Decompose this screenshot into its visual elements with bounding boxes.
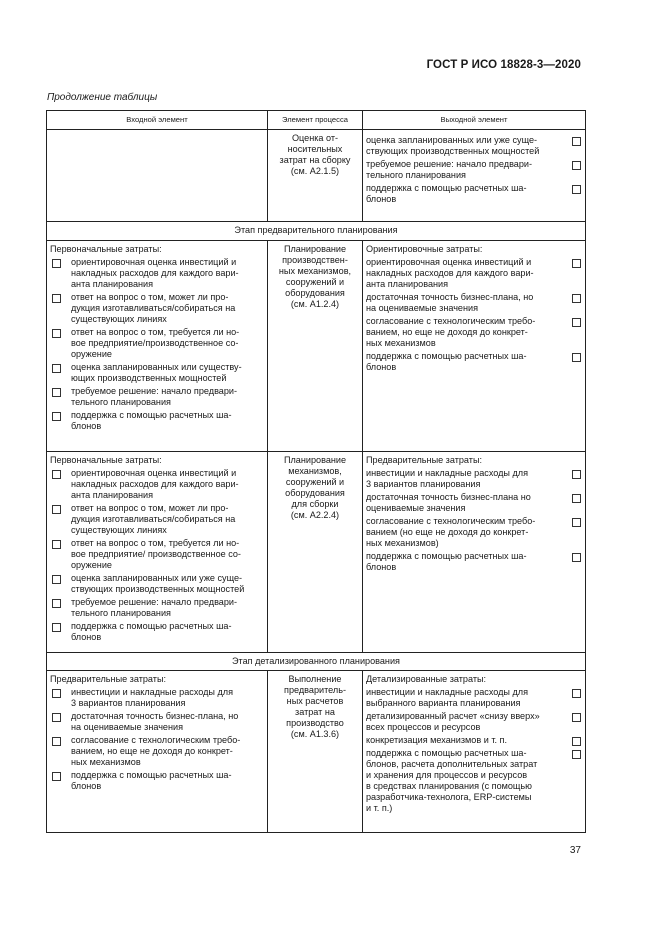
output-label: Ориентировочные затраты: [366,243,483,254]
table-row [47,240,586,451]
output-item-text: инвестиции и накладные расходы для 3 вариантов планирования [366,467,529,489]
input-cell [47,240,268,451]
list-item [366,551,582,573]
checkbox-icon[interactable] [52,412,61,421]
list-item [50,327,264,360]
list-item [50,410,264,432]
checkbox-icon[interactable] [52,364,61,373]
checkbox-icon[interactable] [52,540,61,549]
checkbox-icon[interactable] [572,494,581,503]
output-item-text: согласование с технологическим требо- ванием, но еще не доходя до конкрет- ных механизмов [366,315,536,348]
checkbox-icon[interactable] [572,737,581,746]
output-item-text: достаточная точность бизнес-плана но оцениваемые значения [366,491,531,513]
output-item-text: требуемое решение: начало предвари- тельного планирования [366,158,533,180]
output-item-text: инвестиции и накладные расходы для выбранного варианта планирования [366,687,529,709]
input-item-text: ответ на вопрос о том, требуется ли но- вое предприятие/производственное со- оружение [71,326,240,359]
output-label: Предварительные затраты: [366,454,483,465]
table-row [47,451,586,652]
list-item [366,748,582,814]
input-label: Первоначальные затраты: [50,243,162,254]
list-item [50,292,264,325]
input-item-text: ориентировочная оценка инвестиций и накладных расходов для каждого вари- анта планирования [71,256,239,289]
checkbox-icon[interactable] [572,750,581,759]
input-item-text: ответ на вопрос о том, может ли про- дукция изготавливаться/собираться на существующих линиях [71,291,236,324]
input-item-text: поддержка с помощью расчетных ша- блонов [71,409,232,431]
list-item [366,492,582,514]
checkbox-icon[interactable] [572,318,581,327]
page-number: 37 [569,845,581,856]
list-item [50,735,264,768]
list-item [50,538,264,571]
input-item-text: поддержка с помощью расчетных ша- блонов [71,620,232,642]
checkbox-icon[interactable] [52,470,61,479]
list-item [366,292,582,314]
checkbox-icon[interactable] [52,294,61,303]
column-header-output: Выходной элемент [363,111,586,130]
checkbox-icon[interactable] [572,161,581,170]
input-item-text: требуемое решение: начало предвари- тельного планирования [71,596,238,618]
process-cell [268,451,363,652]
list-item [366,735,582,746]
list-item [50,257,264,290]
stage-detailed-planning: Этап детализированного планирования [47,652,586,671]
list-item [50,770,264,792]
input-cell [47,129,268,221]
output-item-text: поддержка с помощью расчетных ша- блонов [366,182,527,204]
list-item [50,468,264,501]
input-item-text: поддержка с помощью расчетных ша- блонов [71,770,232,792]
checkbox-icon[interactable] [572,353,581,362]
checkbox-icon[interactable] [572,713,581,722]
input-item-text: инвестиции и накладные расходы для 3 вариантов планирования [71,687,234,709]
checkbox-icon[interactable] [572,137,581,146]
stage-preliminary-planning: Этап предварительного планирования [47,221,586,240]
list-item [50,597,264,619]
output-label: Детализированные затраты: [366,674,487,685]
list-item [366,316,582,349]
process-text: Выполнение предваритель- ных расчетов затрат на производство (см. A1.3.6) [284,674,346,740]
output-item-text: поддержка с помощью расчетных ша- блонов [366,350,527,372]
list-item [50,573,264,595]
output-cell [363,240,586,451]
list-item [50,386,264,408]
list-item [50,621,264,643]
output-item-text: поддержка с помощью расчетных ша- блонов [366,550,527,572]
output-item-text: достаточная точность бизнес-плана, но на оцениваемые значения [366,291,534,313]
checkbox-icon[interactable] [52,737,61,746]
list-item [50,362,264,384]
list-item [366,159,582,181]
process-text: Оценка от- носительных затрат на сборку (см. A2.1.5) [279,132,351,176]
standard-header: ГОСТ Р ИСО 18828-3—2020 [426,59,581,71]
list-item [366,516,582,549]
input-item-text: ответ на вопрос о том, требуется ли но- вое предприятие/ производственное со- оружение [71,537,241,570]
table-row [47,129,586,221]
output-item-text: поддержка с помощью расчетных ша- блонов, расчета дополнительных затрат и хранения для процессов и ресурсов в средствах планирования (с помощью разработчика-технолога, ERP-системы и т. п.) [366,748,538,814]
checkbox-icon[interactable] [572,259,581,268]
process-text: Планирование производствен- ных механизмов, сооружений и оборудования (см. A1.2.4) [278,243,352,309]
process-text: Планирование механизмов, сооружений и оборудования для сборки (см. A2.2.4) [283,454,347,520]
input-item-text: требуемое решение: начало предвари- тельного планирования [71,385,238,407]
list-item [366,351,582,373]
checkbox-icon[interactable] [572,553,581,562]
checkbox-icon[interactable] [572,294,581,303]
process-cell [268,129,363,221]
input-cell [47,671,268,833]
input-item-text: достаточная точность бизнес-плана, но на оцениваемые значения [71,711,239,733]
output-cell [363,129,586,221]
list-item [366,687,582,709]
output-item-text: детализированный расчет «снизу вверх» всех процессов и ресурсов [366,711,540,733]
checkbox-icon[interactable] [52,259,61,268]
list-item [366,135,582,157]
output-item-text: ориентировочная оценка инвестиций и накладных расходов для каждого вари- анта планирования [366,256,534,289]
input-label: Предварительные затраты: [50,674,167,685]
column-header-input: Входной элемент [47,111,268,130]
input-cell [47,451,268,652]
output-item-text: оценка запланированных или уже суще- ствующих производственных мощностей [366,134,540,156]
table-header-row [47,111,586,130]
checkbox-icon[interactable] [52,599,61,608]
output-item-text: конкретизация механизмов и т. п. [366,735,507,746]
checkbox-icon[interactable] [572,185,581,194]
checkbox-icon[interactable] [52,329,61,338]
process-cell [268,671,363,833]
output-cell [363,451,586,652]
list-item [366,257,582,290]
checkbox-icon[interactable] [572,470,581,479]
table-continuation-caption: Продолжение таблицы [47,92,158,103]
list-item [366,183,582,205]
list-item [366,711,582,733]
checkbox-icon[interactable] [52,772,61,781]
list-item [50,687,264,709]
list-item [50,711,264,733]
input-item-text: ответ на вопрос о том, может ли про- дукция изготавливаться/собираться на существующих линиях [71,502,236,535]
checkbox-icon[interactable] [52,713,61,722]
output-item-text: согласование с технологическим требо- ванием (но еще не доходя до конкрет- ных механизмов) [366,515,536,548]
checkbox-icon[interactable] [52,575,61,584]
stage-row [47,221,586,240]
list-item [50,503,264,536]
list-item [366,468,582,490]
output-cell [363,671,586,833]
checkbox-icon[interactable] [572,689,581,698]
input-item-text: ориентировочная оценка инвестиций и накладных расходов для каждого вари- анта планирования [71,467,239,500]
checkbox-icon[interactable] [572,518,581,527]
checkbox-icon[interactable] [52,505,61,514]
input-label: Первоначальные затраты: [50,454,162,465]
checkbox-icon[interactable] [52,623,61,632]
checkbox-icon[interactable] [52,689,61,698]
input-item-text: оценка запланированных или уже суще- ствующих производственных мощностей [71,572,245,594]
process-table [46,110,586,833]
process-cell [268,240,363,451]
input-item-text: оценка запланированных или существу- ющих производственных мощностей [71,361,242,383]
checkbox-icon[interactable] [52,388,61,397]
column-header-process: Элемент процесса [268,111,363,130]
stage-row [47,652,586,671]
input-item-text: согласование с технологическим требо- ванием, но еще не доходя до конкрет- ных механизмов [71,735,241,768]
table-row [47,671,586,833]
